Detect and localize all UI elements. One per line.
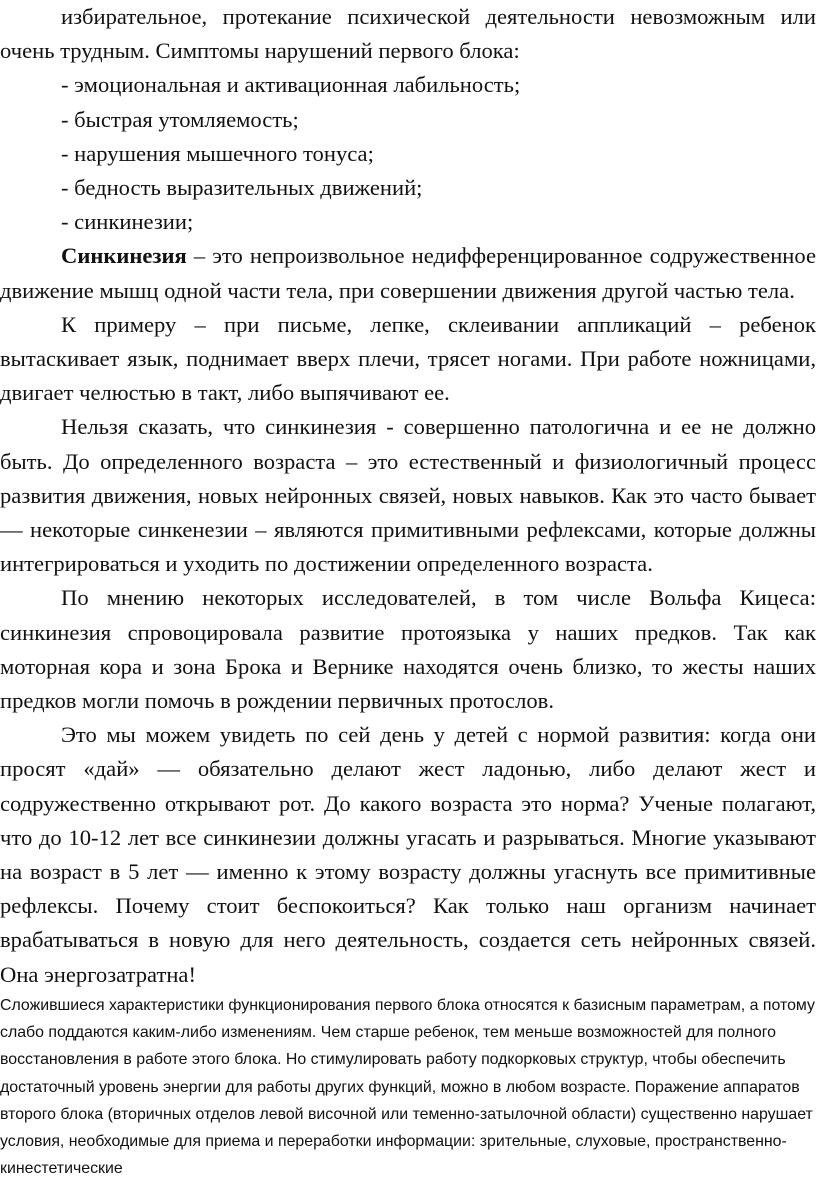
children-paragraph: Это мы можем увидеть по сей день у детей с нормой развития: когда они просят «дай» — обязательно делают жест ладонью, либо делают жест и содружественно открывают рот. До какого возраста это норма? Ученые полагают, что до 10-12 лет все синкинезии должны угасать и разрываться. Многие указывают на возраст в 5 лет — именно к этому возрасту должны угаснуть все примитивные рефлексы. Почему стоит беспокоиться? Как только наш организм начинает врабатываться в новую для него деятельность, создается сеть нейронных связей. Она энергозатратна! (0, 722, 816, 987)
definition-paragraph (0, 239, 816, 307)
symptom-item: - бедность выразительных движений; (61, 175, 423, 201)
normal-paragraph: Нельзя сказать, что синкинезия - совершенно патологична и ее не должно быть. До определенного возраста – это естественный и физиологичный процесс развития движения, новых нейронных связей, новых навыков. Как это часто бывает — некоторые синкенезии – являются примитивными рефлексами, которые должны интегрироваться и уходить по достижении определенного возраста. (0, 414, 816, 577)
blocks-paragraph: Сложившиеся характеристики функционирования первого блока относятся к базисным параметрам, а потому слабо поддаются каким-либо изменениям. Чем старше ребенок, тем меньше возможностей для полного восстановления в работе этого блока. Но стимулировать работу подкорковых структур, чтобы обеспечить достаточный уровень энергии для работы других функций, можно в любом возрасте. Поражение аппаратов второго блока (вторичных отделов левой височной или теменно-затылочной области) существенно нарушает условия, необходимые для приема и переработки информации: зрительные, слуховые, пространственно-кинестетические (0, 996, 815, 1178)
research-paragraph: По мнению некоторых исследователей, в том числе Вольфа Кицеса: синкинезия спровоцировала развитие протоязыка у наших предков. Так как моторная кора и зона Брока и Вернике находятся очень близко, то жесты наших предков могли помочь в рождении первичных протослов. (0, 585, 816, 714)
example-paragraph: К примеру – при письме, лепке, склеивании аппликаций – ребенок вытаскивает язык, поднимает вверх плечи, трясет ногами. При работе ножницами, двигает челюстью в такт, либо выпячивают ее. (0, 311, 816, 406)
symptom-item: - эмоциональная и активационная лабильность; (61, 72, 521, 98)
symptom-item: - синкинезии; (61, 209, 194, 235)
definition-text: – это непроизвольное недифференцированное содружественное движение мышц одной части тела, при совершении движения другой частью тела. (0, 243, 816, 303)
symptom-item: - быстрая утомляемость; (61, 106, 299, 132)
symptom-item: - нарушения мышечного тонуса; (61, 140, 374, 166)
intro-paragraph: избирательное, протекание психической деятельности невозможным или очень трудным. Симптомы нарушений первого блока: (0, 4, 816, 64)
definition-term: Синкинезия (61, 243, 187, 269)
